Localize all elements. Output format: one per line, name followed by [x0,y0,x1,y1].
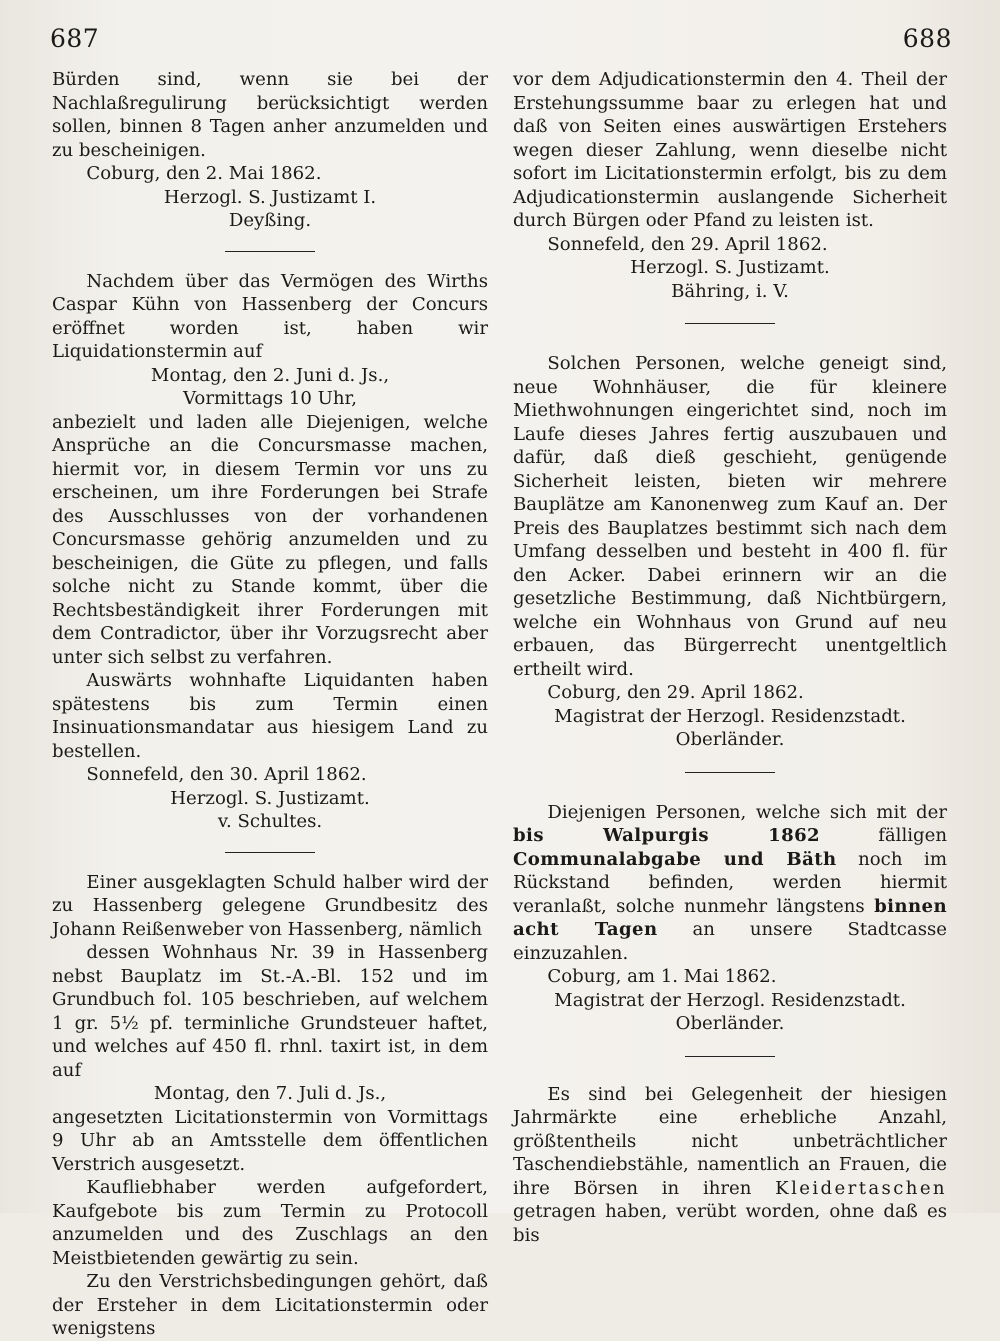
notice2-body2: Auswärts wohnhafte Liquidanten haben spätestens bis zum Termin einen Insinuationsmandatar aus hiesigem Land zu bestellen. [52,670,488,762]
divider [225,251,315,252]
notice5-text-4: an unsere Stadtcasse einzuzahlen. [513,919,947,964]
notice6-text-2: getragen haben, verübt worden, ohne daß es bis [513,1201,947,1246]
divider [685,772,775,773]
left-column [52,68,488,1341]
notice3-authority: Herzogl. S. Justizamt. [630,257,830,278]
notice3-signature: Bähring, i. V. [671,280,789,302]
notice2-signature: v. Schultes. [217,811,323,832]
notice5-bold-period: binnen acht Tagen [513,895,947,940]
notice5-signature: Oberländer. [675,1013,785,1034]
page-number-left: 687 [50,24,100,53]
notice5-body [513,801,947,966]
divider [685,1056,775,1057]
page-number-right: 688 [902,24,952,53]
notice2-time-line: Vormittags 10 Uhr, [183,388,357,409]
notice5-authority: Magistrat der Herzogl. Residenzstadt. [554,989,906,1011]
notice1-authority: Herzogl. S. Justizamt I. [163,186,377,208]
notice1-place-date: Coburg, den 2. Mai 1862. [86,163,322,184]
notice4-authority: Magistrat der Herzogl. Residenzstadt. [554,705,906,727]
notice4-place-date: Coburg, den 29. April 1862. [547,682,804,703]
notice1-signature: Deyßing. [228,210,312,231]
notice2-intro: Nachdem über das Vermögen des Wirths Caspar Kühn von Hassenberg der Concurs eröffnet worden ist, haben wir Liquidationstermin auf [52,270,488,362]
notice5-text-3: noch im Rückstand befinden, werden hiermit veranlaßt, solche nunmehr längstens [513,848,948,917]
notice3-body: angesetzten Licitationstermin von Vormittags 9 Uhr ab an Amtsstelle dem öffentlichen Verstrich ausgesetzt. [52,1106,488,1175]
notice5-text-1: Diejenigen Personen, welche sich mit der [547,801,947,823]
notice2-place-date: Sonnefeld, den 30. April 1862. [86,764,367,785]
right-column [513,68,947,1247]
notice3-property: dessen Wohnhaus Nr. 39 in Hassenberg nebst Bauplatz im St.-A.-Bl. 152 und im Grundbuch fol. 105 beschrieben, auf welchem 1 gr. 5½ pf. terminliche Grundsteuer haftet, und welches auf 450 fl. rhnl. taxirt ist, in dem auf [52,942,488,1081]
divider [225,852,315,853]
notice6-body [513,1083,947,1248]
notice2-body: anbezielt und laden alle Diejenigen, welche Ansprüche an die Concursmasse machen, hiermit vor, in diesem Termin vor uns zu erscheinen, um ihre Forderungen bei Strafe des Ausschlusses von der vorhandenen Concursmasse gehörig anzumelden und zu bescheinigen, die Güte zu pflegen, und falls solche nicht zu Stande kommt, über die Rechtsbeständigkeit ihrer Forderungen mit dem Contradictor, über ihr Vorzugsrecht aber unter sich selbst zu verfahren. [52,411,488,668]
notice6-text-1: Es sind bei Gelegenheit der hiesigen Jahrmärkte eine erhebliche Anzahl, größtentheils nicht unbeträchtlicher Taschendiebstähle, namentlich an Frauen, die ihre Börsen in ihren [513,1083,947,1199]
notice6-spaced-word: Kleidertaschen [775,1177,947,1199]
notice5-bold-deadline: bis Walpurgis 1862 [513,825,821,846]
notice2-authority: Herzogl. S. Justizamt. [170,787,370,809]
notice4-signature: Oberländer. [675,729,785,750]
notice3-body2: Kaufliebhaber werden aufgefordert, Kaufgebote bis zum Termin zu Protocoll anzumelden und des Zuschlags an den Meistbietenden gewärtig zu sein. [52,1177,488,1269]
notice3-intro: Einer ausgeklagten Schuld halber wird der zu Hassenberg gelegene Grundbesitz des Johann Reißenweber von Hassenberg, nämlich [52,871,488,940]
notice5-text-2: fälligen [878,825,947,846]
notice3-continuation: vor dem Adjudicationstermin den 4. Theil der Erstehungssumme baar zu erlegen hat und daß von Seiten eines auswärtigen Erstehers wegen dieser Zahlung, wenn dieselbe nicht sofort im Licitationstermin erfolgt, bis zu dem Adjudicationstermin auslangende Sicherheit durch Bürgen oder Pfand zu leisten ist. [513,69,947,231]
notice5-bold-levy: Communalabgabe und Bäth [513,848,837,870]
notice2-date-line: Montag, den 2. Juni d. Js., [150,364,390,386]
notice3-date-line: Montag, den 7. Juli d. Js., [153,1083,387,1104]
divider [685,323,775,324]
notice1-body: Bürden sind, wenn sie bei der Nachlaßregulirung berücksichtigt werden sollen, binnen 8 Tagen anher anzumelden und zu bescheinigen. [52,69,488,161]
notice3-place-date: Sonnefeld, den 29. April 1862. [547,233,828,255]
notice5-place-date: Coburg, am 1. Mai 1862. [547,966,777,987]
notice3-body3: Zu den Verstrichsbedingungen gehört, daß der Ersteher in dem Licitationstermin oder wenigstens [52,1271,488,1339]
notice4-body: Solchen Personen, welche geneigt sind, neue Wohnhäuser, die für kleinere Miethwohnungen eingerichtet sind, noch im Laufe dieses Jahres fertig auszubauen und dafür, daß dieß geschieht, genügende Sicherheit leisten, bieten wir mehrere Bauplätze am Kanonenweg zum Kauf an. Der Preis des Bauplatzes bestimmt sich nach dem Umfang desselben und besteht in 400 fl. für den Acker. Dabei erinnern wir an die gesetzliche Bestimmung, daß Nichtbürgern, welche ein Wohnhaus von Grund auf neu erbauen, das Bürgerrecht unentgeltlich ertheilt wird. [513,353,947,680]
